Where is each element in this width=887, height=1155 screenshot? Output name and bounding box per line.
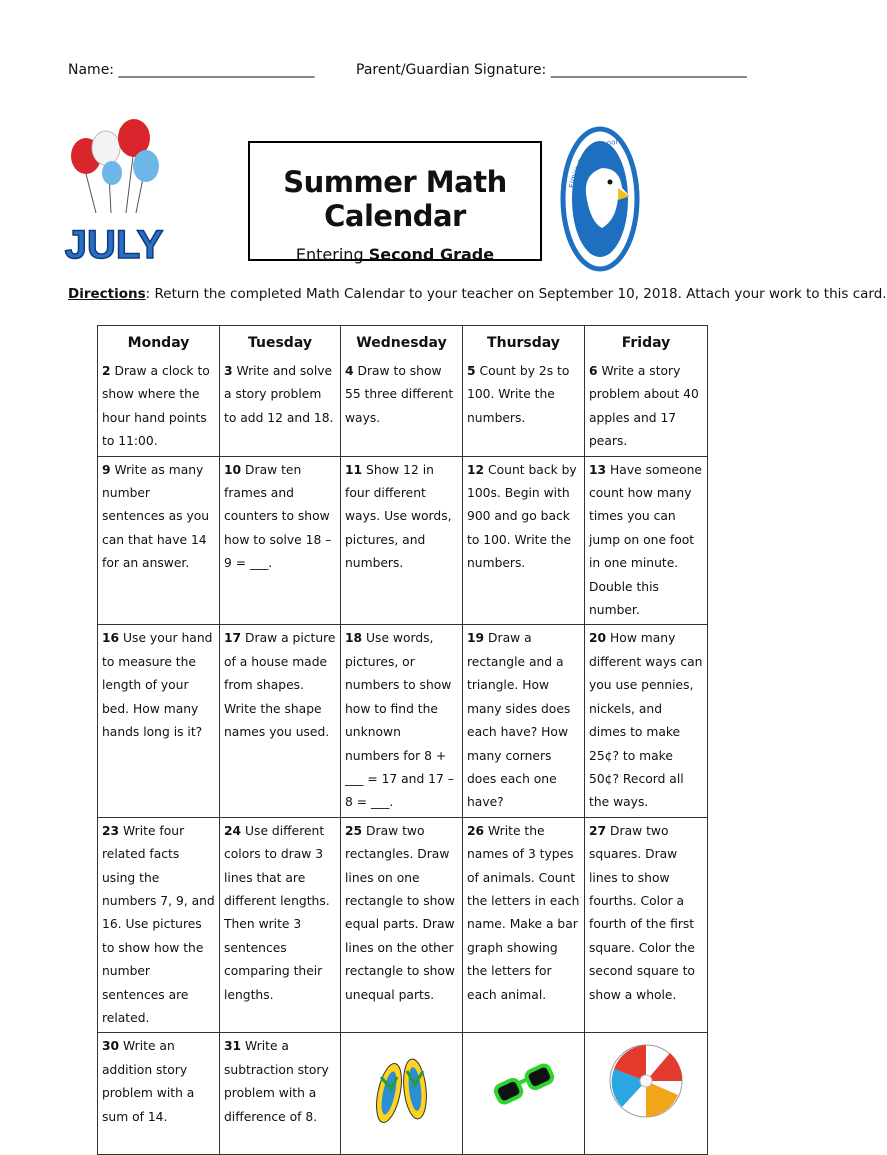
signature-field-label: Parent/Guardian Signature: ____________________________ [356,62,747,78]
day-number: 5 [467,364,476,378]
calendar-cell-27 [585,817,708,1033]
day-header-tuesday: Tuesday [220,326,341,359]
calendar-cell-23 [98,817,220,1033]
day-number: 10 [224,462,242,477]
calendar-cell-flip-flops [341,1033,463,1155]
sunglasses-icon [489,1049,559,1119]
task-text: Write a subtraction story problem with a difference of 8. [224,1039,329,1124]
task-text: Write as many number sentences as you can that have 14 for an answer. [102,462,210,571]
task-text: Write and solve a story problem to add 12 and 18. [224,364,334,425]
subtitle-prefix: Entering [295,245,364,264]
white-balloon-icon [92,131,120,165]
calendar-cell-sunglasses [463,1033,585,1155]
day-header-monday: Monday [98,326,220,359]
day-number: 19 [467,631,485,646]
task-text: Write a story problem about 40 apples and 17 pears. [589,364,699,449]
day-number: 17 [224,631,242,646]
task-text: Draw a rectangle and a triangle. How many sides does each have? How many corners does each one have? [467,631,571,810]
calendar-cell-20 [585,625,708,817]
july-text: JULY [64,223,164,267]
task-text: Write four related facts using the numbers 7, 9, and 16. Use pictures to show how the number sentences are related. [102,823,215,1025]
task-text: Draw ten frames and counters to show how to solve 18 – 9 = ___. [224,462,332,571]
day-number: 4 [345,364,354,378]
seal-text: Elmira Road School [567,138,618,189]
calendar-cell-25 [341,817,463,1033]
day-number: 23 [102,823,120,838]
task-text: Use your hand to measure the length of your bed. How many hands long is it? [102,631,213,740]
day-number: 6 [589,364,598,378]
calendar-cell-3 [220,358,341,456]
july-balloons-art [66,118,166,268]
calendar-cell-beach-ball [585,1033,708,1155]
math-calendar-table [97,325,708,1155]
calendar-cell-11 [341,456,463,625]
calendar-cell-12 [463,456,585,625]
day-number: 3 [224,364,233,378]
task-text: Draw a picture of a house made from shapes. Write the shape names you used. [224,631,336,740]
subtitle [250,245,540,264]
day-number: 27 [589,823,607,838]
day-number: 2 [102,364,111,378]
calendar-cell-10 [220,456,341,625]
calendar-cell-6 [585,358,708,456]
calendar-cell-13 [585,456,708,625]
title-box [248,141,542,264]
day-header-friday: Friday [585,326,708,359]
task-text: Count by 2s to 100. Write the numbers. [467,364,570,425]
calendar-header-row [98,326,708,359]
day-number: 9 [102,462,111,477]
day-number: 16 [102,631,120,646]
calendar-cell-4 [341,358,463,456]
calendar-cell-16 [98,625,220,817]
calendar-cell-31 [220,1033,341,1155]
blue-balloon-icon [133,150,159,182]
calendar-row-week2 [98,456,708,625]
day-header-wednesday: Wednesday [341,326,463,359]
calendar-cell-9 [98,456,220,625]
name-field-label: Name: ____________________________ [68,62,315,78]
page-title: Summer Math Calendar [283,165,507,233]
task-text: Use words, pictures, or numbers to show how to find the unknown numbers for 8 + ___ = 17 and 17 – 8 = ___. [345,631,454,810]
day-number: 31 [224,1039,242,1054]
day-number: 11 [345,462,363,477]
day-number: 25 [345,823,363,838]
task-text: Show 12 in four different ways. Use words, pictures, and numbers. [345,462,452,571]
calendar-row-week1 [98,358,708,456]
day-number: 13 [589,462,607,477]
task-text: Draw two rectangles. Draw lines on one rectangle to show equal parts. Draw lines on the other rectangle to show unequal parts. [345,823,455,1002]
day-number: 20 [589,631,607,646]
day-header-thursday: Thursday [463,326,585,359]
calendar-cell-17 [220,625,341,817]
task-text: Use different colors to draw 3 lines that are different lengths. Then write 3 sentences comparing their lengths. [224,823,330,1002]
day-number: 26 [467,823,485,838]
task-text: Write the names of 3 types of animals. Count the letters in each name. Make a bar graph showing the letters for each animal. [467,823,580,1002]
task-text: Have someone count how many times you can jump on one foot in one minute. Double this number. [589,462,702,618]
subtitle-grade: Second Grade [368,245,495,264]
flip-flops-icon [367,1049,437,1129]
task-text: Write an addition story problem with a sum of 14. [102,1039,195,1124]
calendar-cell-30 [98,1033,220,1155]
directions-text: : Return the completed Math Calendar to your teacher on September 10, 2018. Attach your work to this card. [145,286,887,302]
task-text: Count back by 100s. Begin with 900 and go back to 100. Write the numbers. [467,462,577,571]
task-text: Draw two squares. Draw lines to show fourths. Color a fourth of the first square. Color the second square to show a whole. [589,823,695,1002]
blue-balloon-icon [102,161,122,185]
beach-ball-icon [606,1039,686,1123]
task-text: Draw to show 55 three different ways. [345,364,454,425]
day-number: 12 [467,462,485,477]
school-seal [560,124,640,274]
task-text: Draw a clock to show where the hour hand points to 11:00. [102,364,210,449]
calendar-cell-18 [341,625,463,817]
day-number: 24 [224,823,242,838]
directions-label: Directions [68,286,146,302]
calendar-cell-19 [463,625,585,817]
day-number: 30 [102,1039,120,1054]
calendar-cell-24 [220,817,341,1033]
calendar-row-week5 [98,1033,708,1155]
calendar-cell-5 [463,358,585,456]
calendar-row-week3 [98,625,708,817]
directions [68,286,887,302]
task-text: How many different ways can you use pennies, nickels, and dimes to make 25¢? to make 50¢? Record all the ways. [589,631,703,810]
calendar-cell-2 [98,358,220,456]
day-number: 18 [345,631,363,646]
calendar-cell-26 [463,817,585,1033]
calendar-row-week4 [98,817,708,1033]
